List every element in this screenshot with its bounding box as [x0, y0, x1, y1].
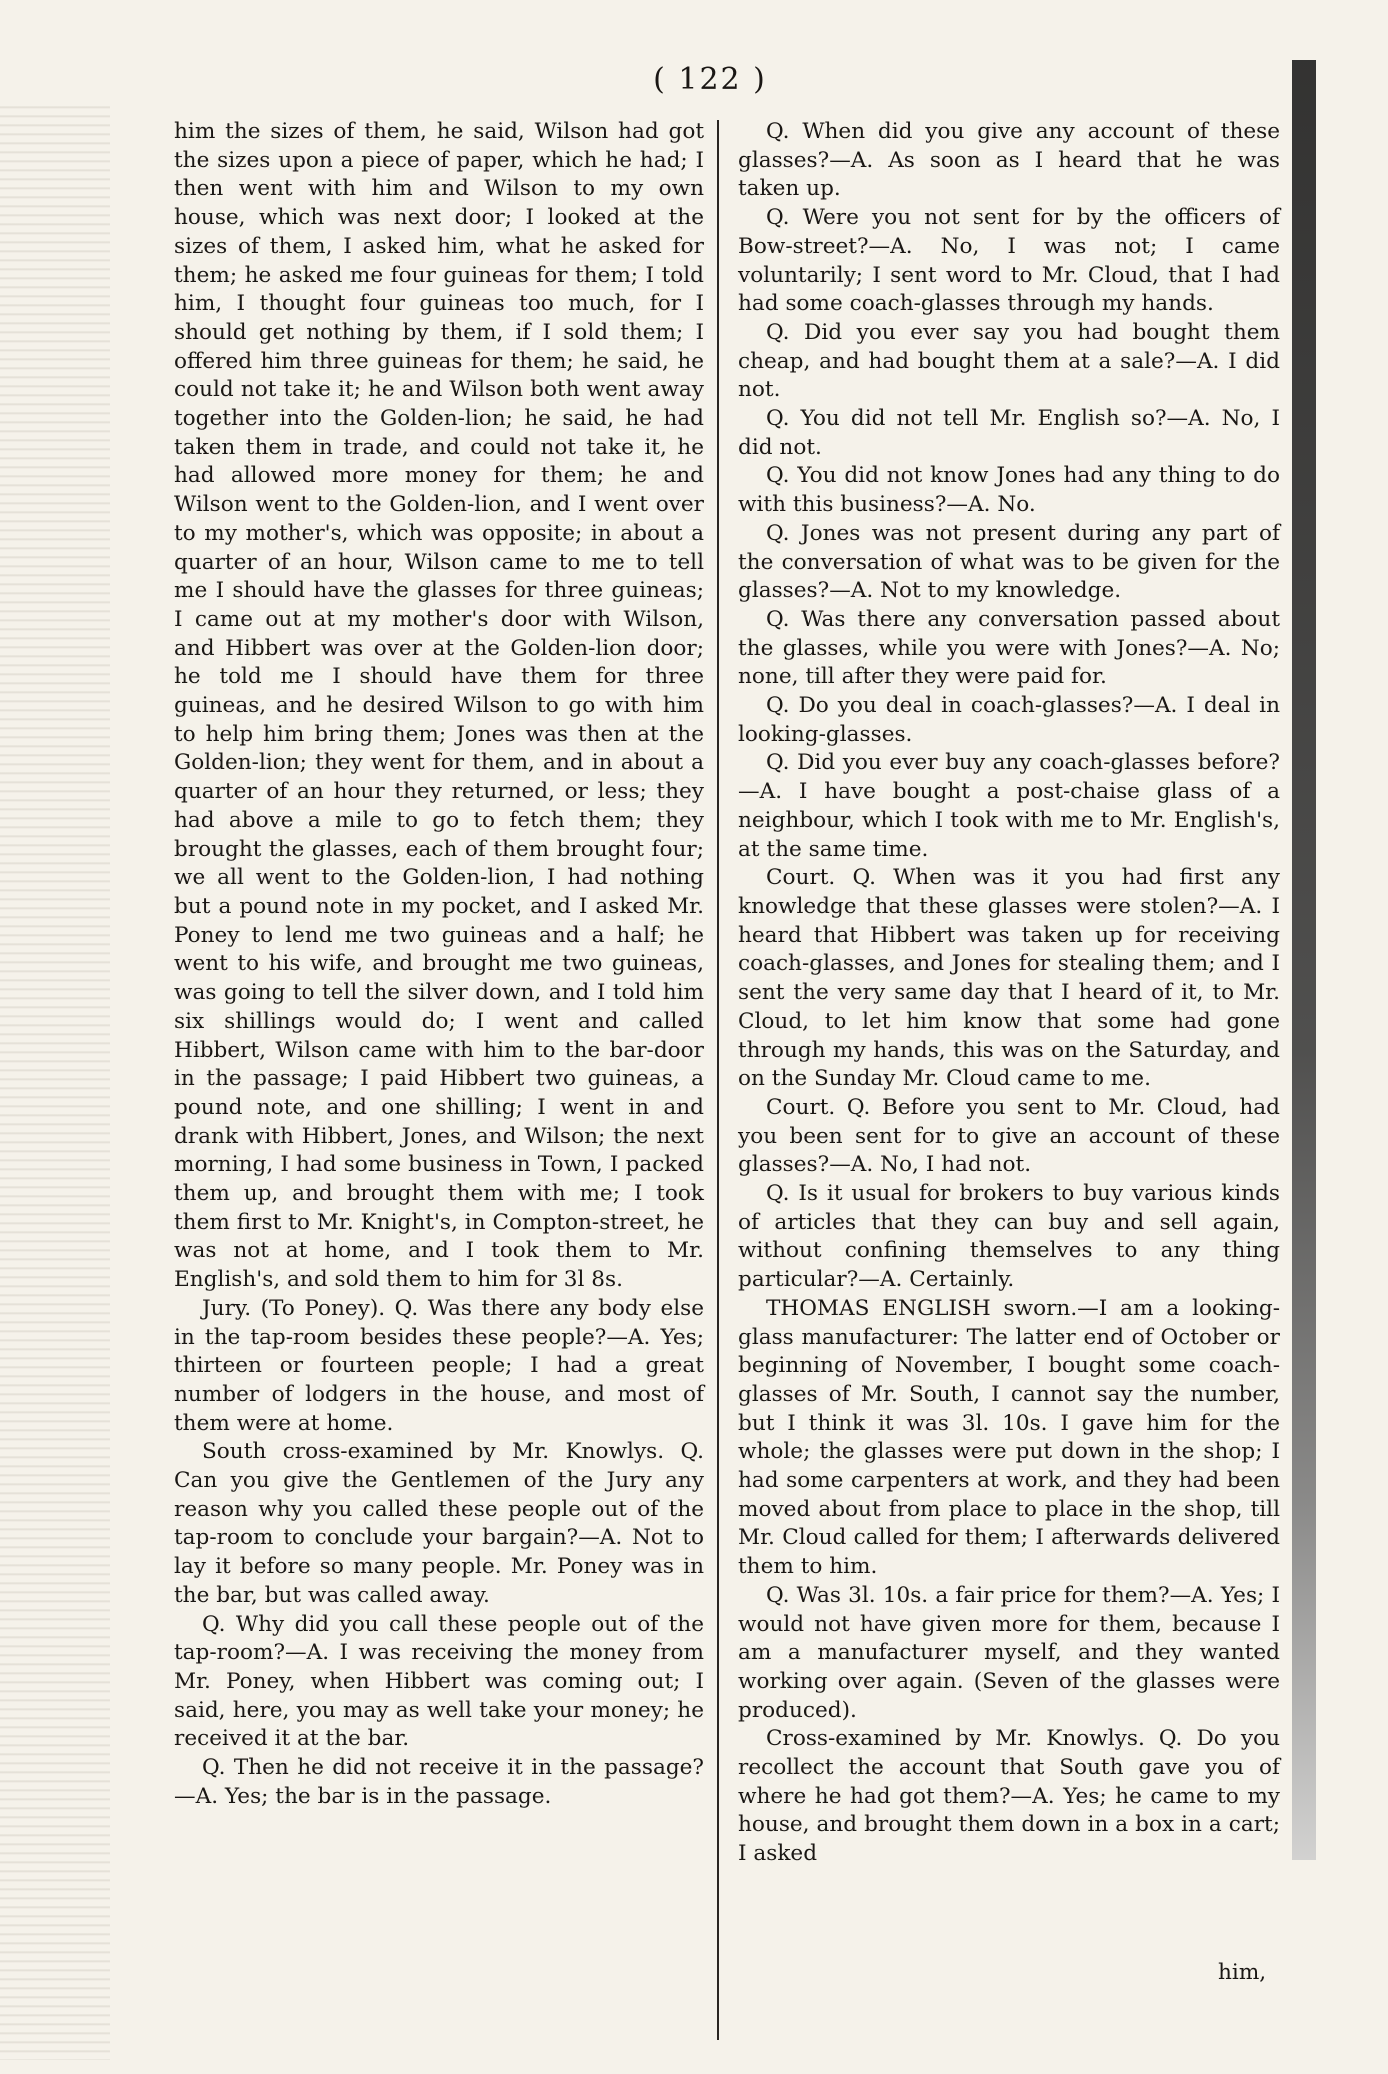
paragraph: Q. Did you ever buy any coach-glasses before?—A. I have bought a post-chaise glass of a neighbour, which I took with me to Mr. English's, at the same time.	[738, 750, 1280, 862]
paragraph: Q. When did you give any account of these glasses?—A. As soon as I heard that he was taken up.	[738, 119, 1280, 202]
paragraph: Q. Was there any conversation passed about the glasses, while you were with Jones?—A. No; none, till after they were paid for.	[738, 606, 1280, 690]
column-divider	[717, 120, 719, 2040]
paragraph: Q. Was 3l. 10s. a fair price for them?—A. Yes; I would not have given more for them, because I am a manufacturer myself, and they wanted working over again. (Seven of the glasses were produced).	[738, 1582, 1280, 1723]
paragraph: Court. Q. When was it you had first any knowledge that these glasses were stolen?—A. I heard that Hibbert was taken up for receiving coach-glasses, and Jones for stealing them; and I sent the very same day that I heard of it, to Mr. Cloud, to let him know that some had gone through my hands, this was on the Saturday, and on the Sunday Mr. Cloud came to me.	[738, 865, 1280, 1092]
paragraph: Cross-examined by Mr. Knowlys. Q. Do you recollect the account that South gave you of where he had got them?—A. Yes; he came to my house, and brought them down in a box in a cart; I asked	[738, 1726, 1280, 1867]
paragraph: Court. Q. Before you sent to Mr. Cloud, had you been sent for to give an account of these glasses?—A. No, I had not.	[738, 1094, 1280, 1178]
paragraph: Q. You did not tell Mr. English so?—A. No, I did not.	[738, 406, 1280, 460]
paragraph: Q. Is it usual for brokers to buy various kinds of articles that they can buy and sell again, without confining themselves to any thing particular?—A. Certainly.	[738, 1181, 1280, 1293]
left-column	[174, 118, 704, 1811]
catchword: him,	[1218, 1960, 1267, 1985]
paragraph: Q. Jones was not present during any part of the conversation of what was to be given for the glasses?—A. Not to my knowledge.	[738, 520, 1280, 604]
paragraph: Q. Then he did not receive it in the passage?—A. Yes; the bar is in the passage.	[174, 1755, 704, 1809]
paragraph: Q. You did not know Jones had any thing to do with this business?—A. No.	[738, 463, 1280, 518]
paragraph: Q. Were you not sent for by the officers of Bow-street?—A. No, I was not; I came voluntarily; I sent word to Mr. Cloud, that I had had some coach-glasses through my hands.	[738, 205, 1280, 317]
paragraph: THOMAS ENGLISH sworn.—I am a looking-glass manufacturer: The latter end of October or beginning of November, I bought some coach-glasses of Mr. South, I cannot say the number, but I think it was 3l. 10s. I gave him for the whole; the glasses were put down in the shop; I had some carpenters at work, and they had been moved about from place to place in the shop, till Mr. Cloud called for them; I afterwards delivered them to him.	[738, 1295, 1280, 1580]
paragraph: Jury. (To Poney). Q. Was there any body else in the tap-room besides these people?—A. Yes; thirteen or fourteen people; I had a great number of lodgers in the house, and most of them were at home.	[174, 1295, 704, 1436]
paragraph: Q. Did you ever say you had bought them cheap, and had bought them at a sale?—A. I did not.	[738, 319, 1280, 403]
scan-shadow-edge	[1292, 60, 1316, 1860]
page-number: ( 122 )	[653, 62, 767, 97]
paragraph: Q. Do you deal in coach-glasses?—A. I deal in looking-glasses.	[738, 693, 1280, 747]
paragraph: him the sizes of them, he said, Wilson had got the sizes upon a piece of paper, which he had; I then went with him and Wilson to my own house, which was next door; I looked at the sizes of them, I asked him, what he asked for them; he asked me four guineas for them; I told him, I thought four guineas too much, for I should get nothing by them, if I sold them; I offered him three guineas for them; he said, he could not take it; he and Wilson both went away together into the Golden-lion; he said, he had taken them in trade, and could not take it, he had allowed more money for them; he and Wilson went to the Golden-lion, and I went over to my mother's, which was opposite; in about a quarter of an hour, Wilson came to me to tell me I should have the glasses for three guineas; I came out at my mother's door with Wilson, and Hibbert was over at the Golden-lion door; he told me I should have them for three guineas, and he desired Wilson to go with him to help him bring them; Jones was then at the Golden-lion; they went for them, and in about a quarter of an hour they returned, or less; they had above a mile to go to fetch them; they brought the glasses, each of them brought four; we all went to the Golden-lion, I had nothing but a pound note in my pocket, and I asked Mr. Poney to lend me two guineas and a half; he went to his wife, and brought me two guineas, was going to tell the silver down, and I told him six shillings would do; I went and called Hibbert, Wilson came with him to the bar-door in the passage; I paid Hibbert two guineas, a pound note, and one shilling; I went in and drank with Hibbert, Jones, and Wilson; the next morning, I had some business in Town, I packed them up, and brought them with me; I took them first to Mr. Knight's, in Compton-street, he was not at home, and I took them to Mr. English's, and sold them to him for 3l 8s.	[174, 119, 704, 1293]
scan-binding-edge	[0, 100, 110, 2060]
paragraph: Q. Why did you call these people out of the tap-room?—A. I was receiving the money from Mr. Poney, when Hibbert was coming out; I said, here, you may as well take your money; he received it at the bar.	[174, 1611, 704, 1752]
paragraph: South cross-examined by Mr. Knowlys. Q. Can you give the Gentlemen of the Jury any reason why you called these people out of the tap-room to conclude your bargain?—A. Not to lay it before so many people. Mr. Poney was in the bar, but was called away.	[174, 1439, 704, 1608]
right-column	[738, 118, 1280, 1869]
